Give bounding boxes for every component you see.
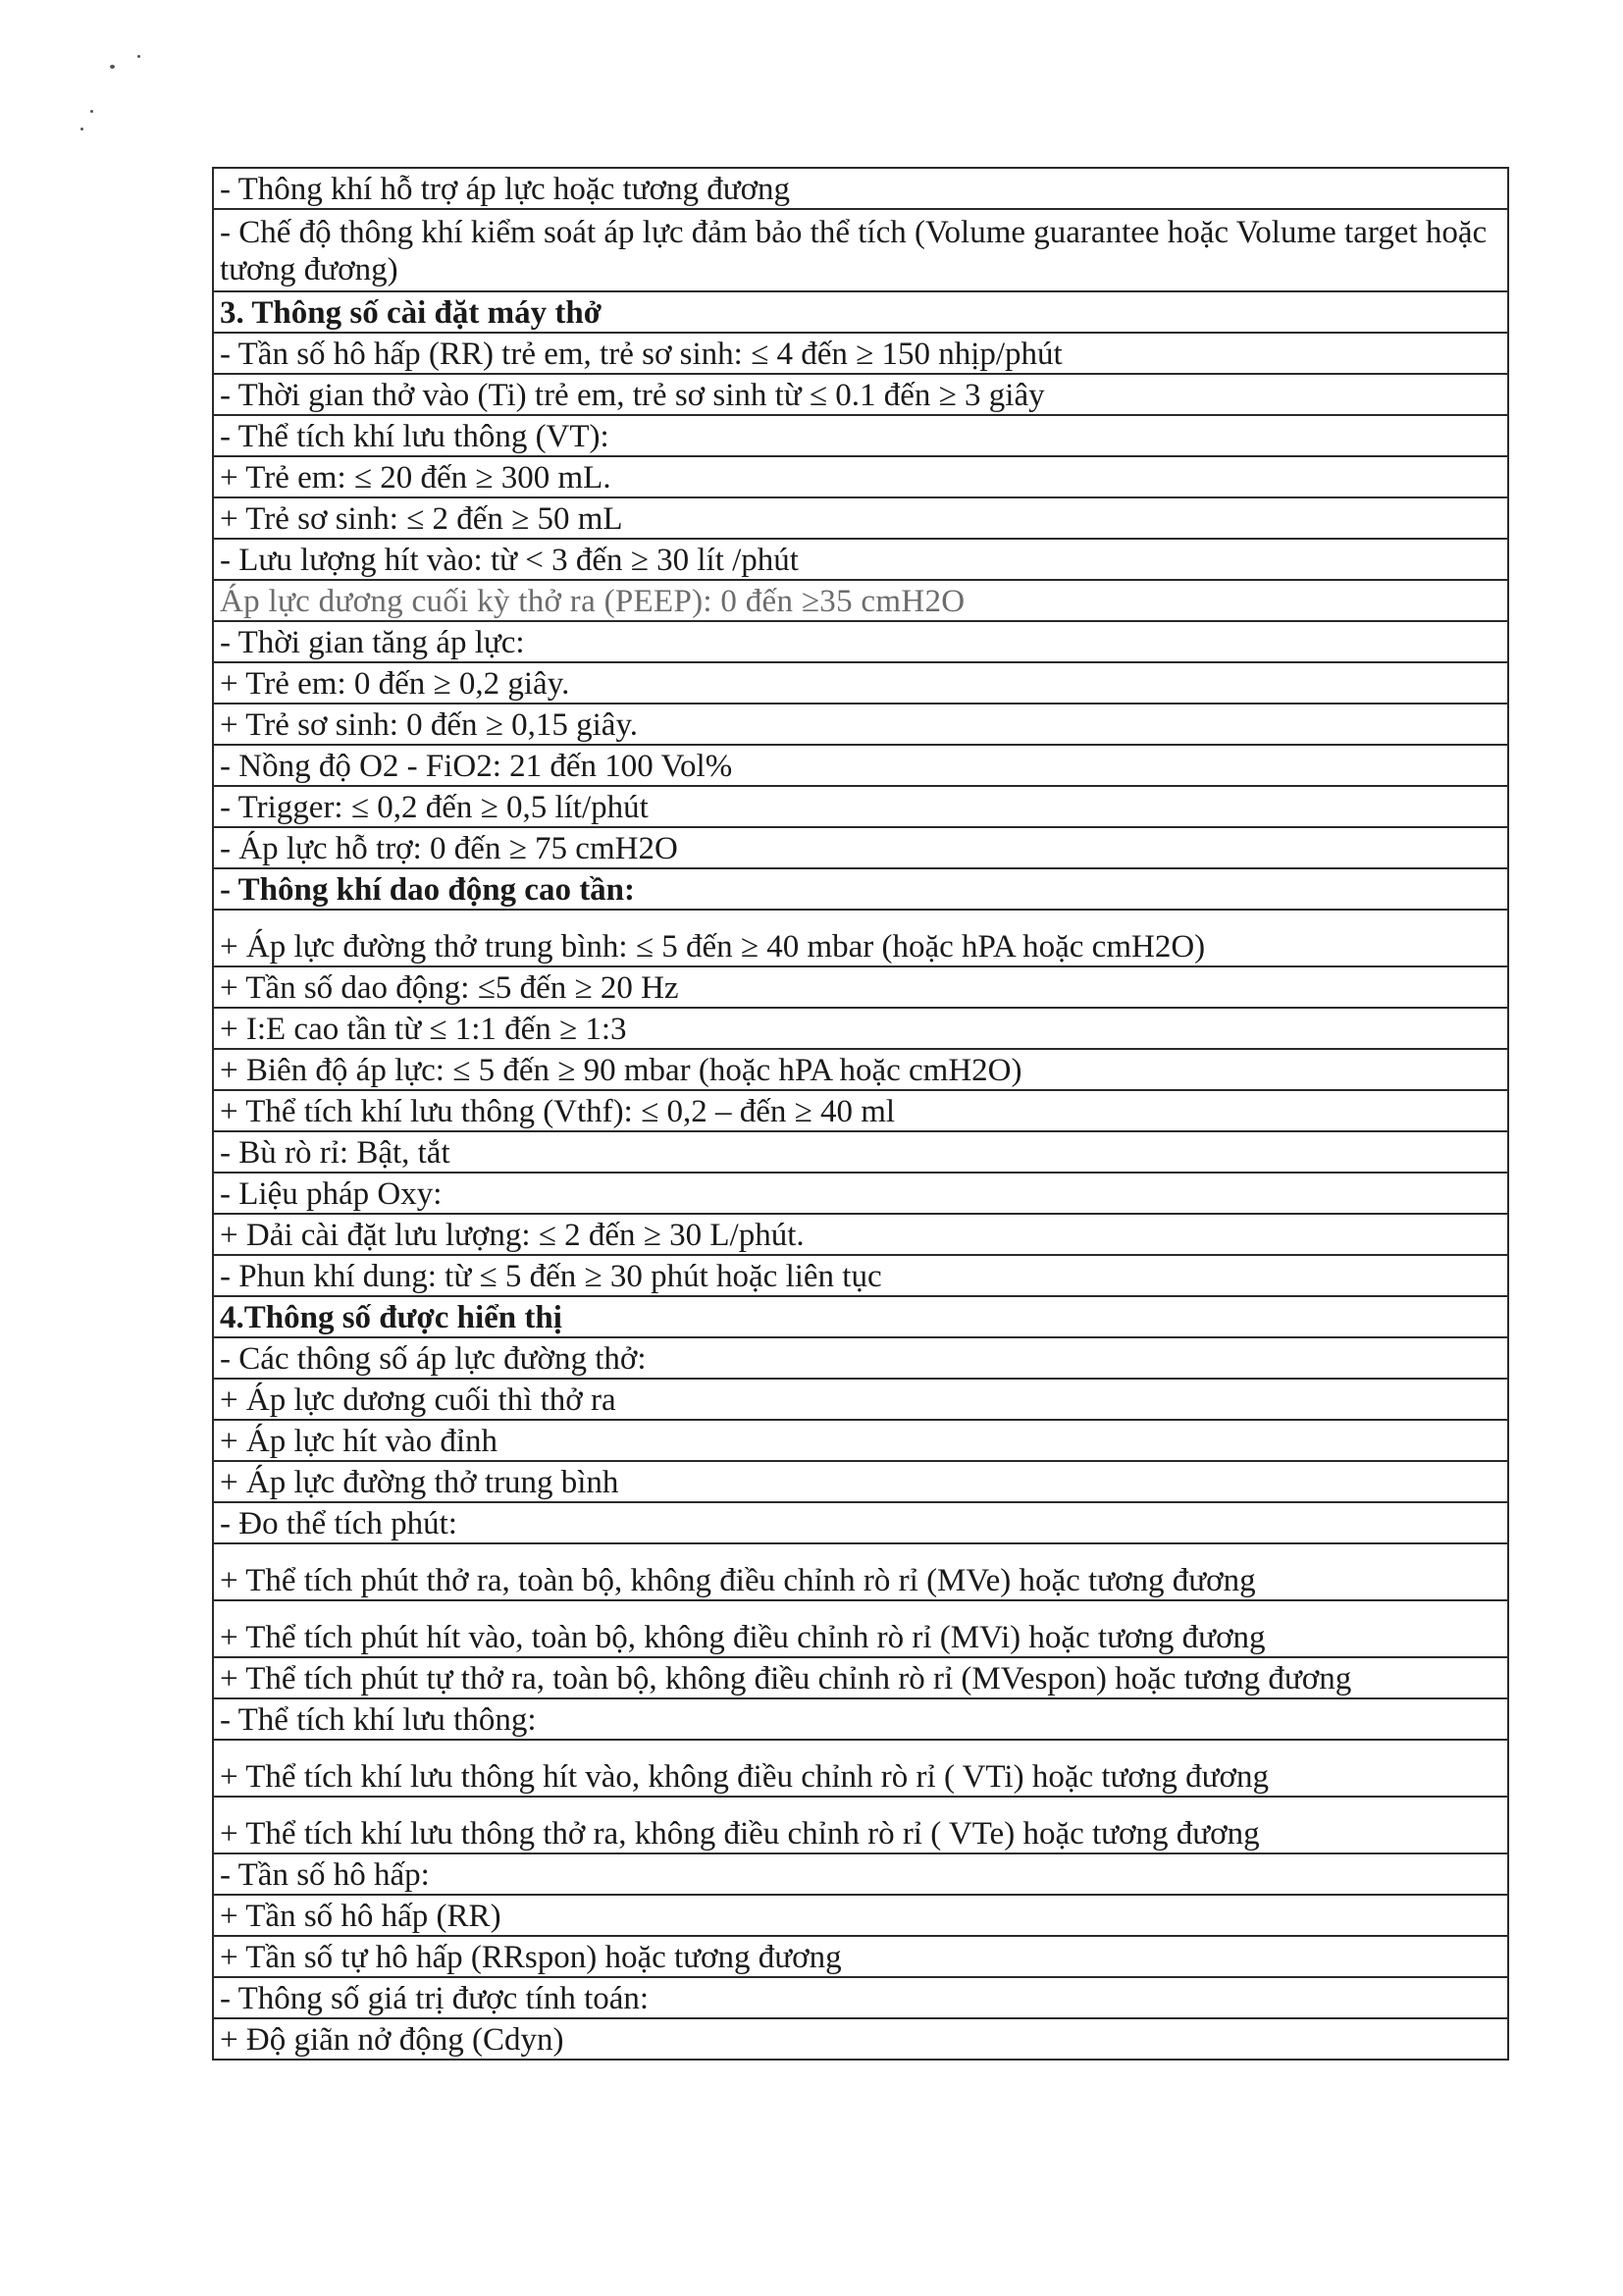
table-row	[213, 1740, 1508, 1797]
table-row	[213, 1502, 1508, 1543]
spec-item-text: + Thể tích khí lưu thông hít vào, không điều chỉnh rò rỉ ( VTi) hoặc tương đương	[213, 1740, 1508, 1797]
spec-item-text: - Phun khí dung: từ ≤ 5 đến ≥ 30 phút hoặc liên tục	[213, 1255, 1508, 1296]
spec-item-text: + Thể tích phút thở ra, toàn bộ, không điều chỉnh rò rỉ (MVe) hoặc tương đương	[213, 1543, 1508, 1600]
table-row	[213, 1049, 1508, 1090]
table-row	[213, 1296, 1508, 1337]
spec-item-text: + Dải cài đặt lưu lượng: ≤ 2 đến ≥ 30 L/phút.	[213, 1214, 1508, 1255]
table-row	[213, 2018, 1508, 2060]
section-heading: 3. Thông số cài đặt máy thở	[213, 291, 1508, 333]
table-row	[213, 1797, 1508, 1853]
spec-item-text: + Tần số tự hô hấp (RRspon) hoặc tương đương	[213, 1936, 1508, 1977]
spec-item-text: - Tần số hô hấp:	[213, 1853, 1508, 1895]
spec-item-text: - Thể tích khí lưu thông:	[213, 1698, 1508, 1740]
spec-item-text: - Nồng độ O2 - FiO2: 21 đến 100 Vol%	[213, 745, 1508, 786]
spec-item-text: + I:E cao tần từ ≤ 1:1 đến ≥ 1:3	[213, 1008, 1508, 1049]
table-row	[213, 1936, 1508, 1977]
table-row	[213, 374, 1508, 415]
table-row	[213, 1255, 1508, 1296]
spec-item-text: + Thể tích khí lưu thông thở ra, không điều chỉnh rò rỉ ( VTe) hoặc tương đương	[213, 1797, 1508, 1853]
specification-table-body	[213, 168, 1508, 2060]
table-row	[213, 1543, 1508, 1600]
table-row	[213, 1131, 1508, 1173]
table-row	[213, 1173, 1508, 1214]
spec-item-text: - Trigger: ≤ 0,2 đến ≥ 0,5 lít/phút	[213, 786, 1508, 827]
table-row	[213, 1420, 1508, 1461]
table-row	[213, 827, 1508, 868]
table-row	[213, 1895, 1508, 1936]
spec-item-text: - Thời gian thở vào (Ti) trẻ em, trẻ sơ sinh từ ≤ 0.1 đến ≥ 3 giây	[213, 374, 1508, 415]
spec-item-text: - Thời gian tăng áp lực:	[213, 621, 1508, 662]
spec-item-text: - Liệu pháp Oxy:	[213, 1173, 1508, 1214]
table-row	[213, 415, 1508, 456]
spec-item-text: + Áp lực đường thở trung bình	[213, 1461, 1508, 1502]
table-row	[213, 1379, 1508, 1420]
table-row	[213, 580, 1508, 621]
table-row	[213, 1008, 1508, 1049]
spec-item-text: + Độ giãn nở động (Cdyn)	[213, 2018, 1508, 2060]
table-row	[213, 539, 1508, 580]
table-row	[213, 786, 1508, 827]
table-row	[213, 1337, 1508, 1379]
table-row	[213, 168, 1508, 209]
section-heading: - Thông khí dao động cao tần:	[213, 868, 1508, 910]
spec-item-text: - Lưu lượng hít vào: từ < 3 đến ≥ 30 lít /phút	[213, 539, 1508, 580]
spec-item-text: + Tần số dao động: ≤5 đến ≥ 20 Hz	[213, 966, 1508, 1008]
table-row	[213, 333, 1508, 374]
table-row	[213, 1698, 1508, 1740]
table-row	[213, 456, 1508, 497]
spec-item-text: - Đo thể tích phút:	[213, 1502, 1508, 1543]
spec-item-text: - Áp lực hỗ trợ: 0 đến ≥ 75 cmH2O	[213, 827, 1508, 868]
spec-item-text: + Biên độ áp lực: ≤ 5 đến ≥ 90 mbar (hoặc hPA hoặc cmH2O)	[213, 1049, 1508, 1090]
table-row	[213, 1657, 1508, 1698]
specification-table	[212, 167, 1509, 2061]
table-row	[213, 1090, 1508, 1131]
table-row	[213, 497, 1508, 539]
table-row	[213, 621, 1508, 662]
spec-item-text: - Các thông số áp lực đường thở:	[213, 1337, 1508, 1379]
table-row	[213, 209, 1508, 291]
scan-speck	[80, 128, 83, 130]
scan-speck	[110, 65, 115, 69]
table-row	[213, 910, 1508, 966]
table-row	[213, 1600, 1508, 1657]
spec-item-text: + Áp lực dương cuối thì thở ra	[213, 1379, 1508, 1420]
table-row	[213, 1214, 1508, 1255]
scan-speck	[137, 55, 140, 58]
spec-item-text: + Áp lực hít vào đỉnh	[213, 1420, 1508, 1461]
spec-item-text: + Trẻ em: 0 đến ≥ 0,2 giây.	[213, 662, 1508, 704]
spec-item-text: - Thông khí hỗ trợ áp lực hoặc tương đương	[213, 168, 1508, 209]
spec-item-text: + Thể tích khí lưu thông (Vthf): ≤ 0,2 – đến ≥ 40 ml	[213, 1090, 1508, 1131]
spec-item-text: + Trẻ em: ≤ 20 đến ≥ 300 mL.	[213, 456, 1508, 497]
table-row	[213, 291, 1508, 333]
table-row	[213, 1977, 1508, 2018]
table-row	[213, 704, 1508, 745]
spec-item-text: + Áp lực đường thở trung bình: ≤ 5 đến ≥ 40 mbar (hoặc hPA hoặc cmH2O)	[213, 910, 1508, 966]
spec-item-text: + Thể tích phút hít vào, toàn bộ, không điều chỉnh rò rỉ (MVi) hoặc tương đương	[213, 1600, 1508, 1657]
table-row	[213, 1461, 1508, 1502]
spec-item-text: + Thể tích phút tự thở ra, toàn bộ, không điều chỉnh rò rỉ (MVespon) hoặc tương đương	[213, 1657, 1508, 1698]
table-row	[213, 662, 1508, 704]
scan-speck	[90, 110, 93, 113]
spec-item-text: + Trẻ sơ sinh: 0 đến ≥ 0,15 giây.	[213, 704, 1508, 745]
spec-item-text: - Bù rò rỉ: Bật, tắt	[213, 1131, 1508, 1173]
table-row	[213, 745, 1508, 786]
table-row	[213, 868, 1508, 910]
section-heading: 4.Thông số được hiển thị	[213, 1296, 1508, 1337]
spec-item-text: - Thể tích khí lưu thông (VT):	[213, 415, 1508, 456]
spec-item-text: - Tần số hô hấp (RR) trẻ em, trẻ sơ sinh: ≤ 4 đến ≥ 150 nhịp/phút	[213, 333, 1508, 374]
spec-item-text: - Thông số giá trị được tính toán:	[213, 1977, 1508, 2018]
spec-item-text: - Chế độ thông khí kiểm soát áp lực đảm bảo thể tích (Volume guarantee hoặc Volume target hoặc tương đương)	[213, 209, 1508, 291]
spec-item-text: + Trẻ sơ sinh: ≤ 2 đến ≥ 50 mL	[213, 497, 1508, 539]
table-row	[213, 966, 1508, 1008]
table-row	[213, 1853, 1508, 1895]
spec-item-text: Áp lực dương cuối kỳ thở ra (PEEP): 0 đến ≥35 cmH2O	[213, 580, 1508, 621]
spec-item-text: + Tần số hô hấp (RR)	[213, 1895, 1508, 1936]
